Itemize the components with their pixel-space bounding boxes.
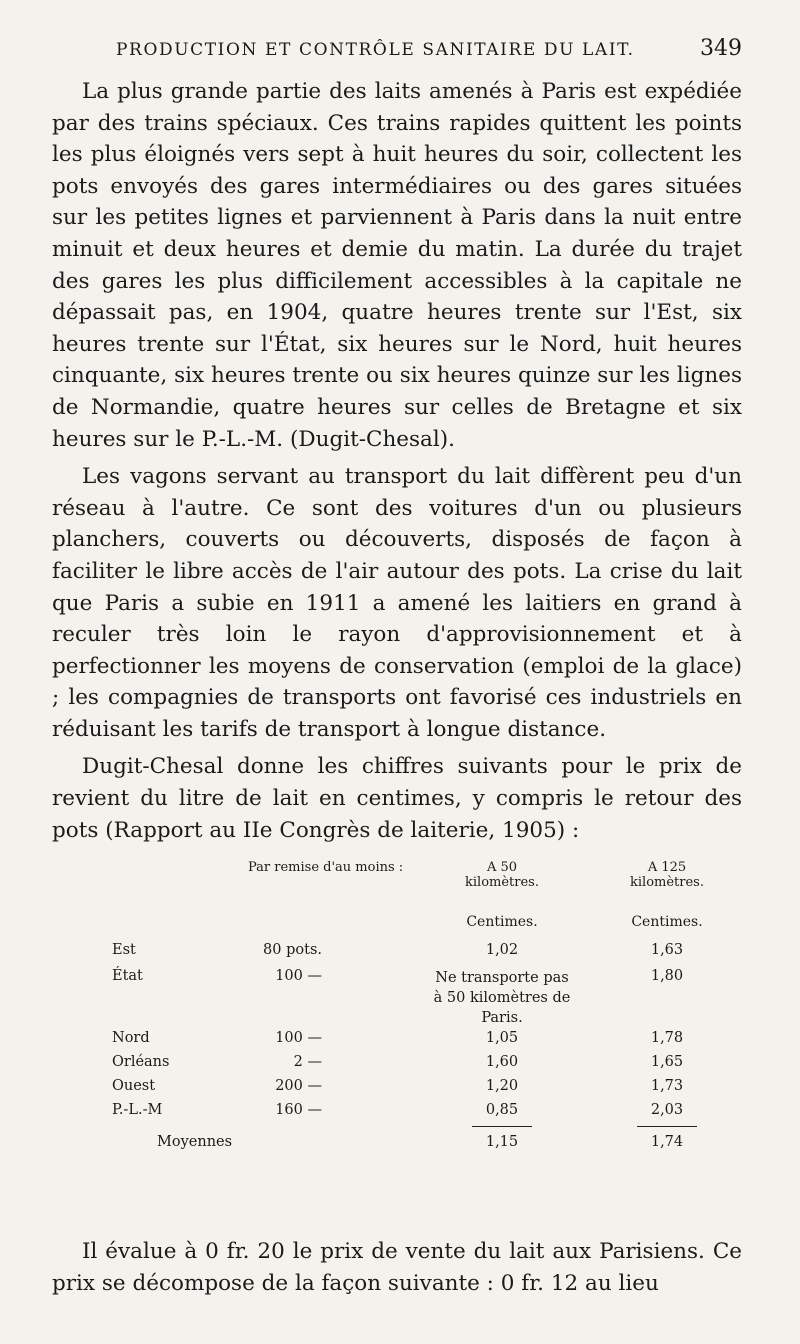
text-body <box>52 76 742 1170</box>
row-125km-ouest: 1,73 <box>650 1078 684 1095</box>
row-remise-ouest: 200 — <box>275 1078 322 1095</box>
row-125km-plm: 2,03 <box>650 1102 684 1119</box>
sum-rule-125km <box>637 1126 697 1127</box>
row-label-est: Est <box>112 942 136 959</box>
row-50km-orleans: 1,60 <box>485 1054 519 1071</box>
paragraph-dugit-chesal: Dugit-Chesal donne les chiffres suivants pour le prix de revient du litre de lait en centimes, y compris le retour des pots (Rapport au IIe Congrès de laiterie, 1905) : <box>52 754 742 843</box>
row-label-ouest: Ouest <box>112 1078 156 1095</box>
running-header <box>60 36 742 61</box>
paragraph-trains: La plus grande partie des laits amenés à Paris est expédiée par des trains spéciaux. Ces trains rapides quittent les points les plus éloignés vers sept à huit heures du soir, collectent les pots envoyés des gares intermédiaires ou des gares situées sur les petites lignes et parviennent à Paris dans la nuit entre minuit et deux heures et demie du matin. La durée du trajet des gares les plus difficilement accessibles à la capitale ne dépassait pas, en 1904, quatre heures trente sur l'Est, six heures trente sur l'État, six heures sur le Nord, huit heures cinquante, six heures trente ou six heures quinze sur les lignes de Normandie, quatre heures sur celles de Bretagne et six heures sur le P.-L.-M. (Dugit-Chesal). <box>52 79 742 452</box>
row-remise-etat: 100 — <box>275 968 322 985</box>
total-label: Moyennes <box>157 1134 233 1151</box>
row-50km-ouest: 1,20 <box>485 1078 519 1095</box>
row-remise-orleans: 2 — <box>293 1054 322 1071</box>
row-50km-etat: Ne transporte pas à 50 kilomètres de Paris. <box>433 970 571 1027</box>
running-title: PRODUCTION ET CONTRÔLE SANITAIRE DU LAIT. <box>116 40 635 60</box>
row-50km-est: 1,02 <box>485 942 519 959</box>
row-remise-nord: 100 — <box>275 1030 322 1047</box>
row-125km-orleans: 1,65 <box>650 1054 684 1071</box>
row-remise-est: 80 pots. <box>263 942 322 959</box>
row-125km-nord: 1,78 <box>650 1030 684 1047</box>
col-header-50km: A 50 kilomètres. <box>465 860 539 891</box>
cost-table <box>52 860 742 1170</box>
row-remise-plm: 160 — <box>275 1102 322 1119</box>
page-number: 349 <box>700 36 742 61</box>
closing-paragraph-wrap <box>52 1236 742 1299</box>
col-header-remise: Par remise d'au moins : <box>248 860 404 876</box>
units-125km: Centimes. <box>631 914 703 931</box>
paragraph-prix-vente: Il évalue à 0 fr. 20 le prix de vente du lait aux Parisiens. Ce prix se décompose de la façon suivante : 0 fr. 12 au lieu <box>52 1239 742 1296</box>
row-label-orleans: Orléans <box>112 1054 170 1071</box>
paragraph-vagons: Les vagons servant au transport du lait diffèrent peu d'un réseau à l'autre. Ce sont des voitures d'un ou plusieurs planchers, couverts ou découverts, disposés de façon à faciliter le libre accès de l'air autour des pots. La crise du lait que Paris a subie en 1911 a amené les laitiers en grand à reculer très loin le rayon d'approvisionnement et à perfectionner les moyens de conservation (emploi de la glace) ; les compagnies de transports ont favorisé ces industriels en réduisant les tarifs de transport à longue distance. <box>52 464 742 742</box>
row-50km-plm: 0,85 <box>485 1102 519 1119</box>
row-125km-est: 1,63 <box>650 942 684 959</box>
row-label-etat: État <box>112 968 143 985</box>
col-header-125km: A 125 kilomètres. <box>630 860 704 891</box>
row-label-plm: P.-L.-M <box>112 1102 163 1119</box>
row-125km-etat: 1,80 <box>650 968 684 985</box>
sum-rule-50km <box>472 1126 532 1127</box>
units-50km: Centimes. <box>466 914 538 931</box>
total-50km: 1,15 <box>485 1134 519 1151</box>
total-125km: 1,74 <box>650 1134 684 1151</box>
row-50km-nord: 1,05 <box>485 1030 519 1047</box>
row-label-nord: Nord <box>112 1030 150 1047</box>
